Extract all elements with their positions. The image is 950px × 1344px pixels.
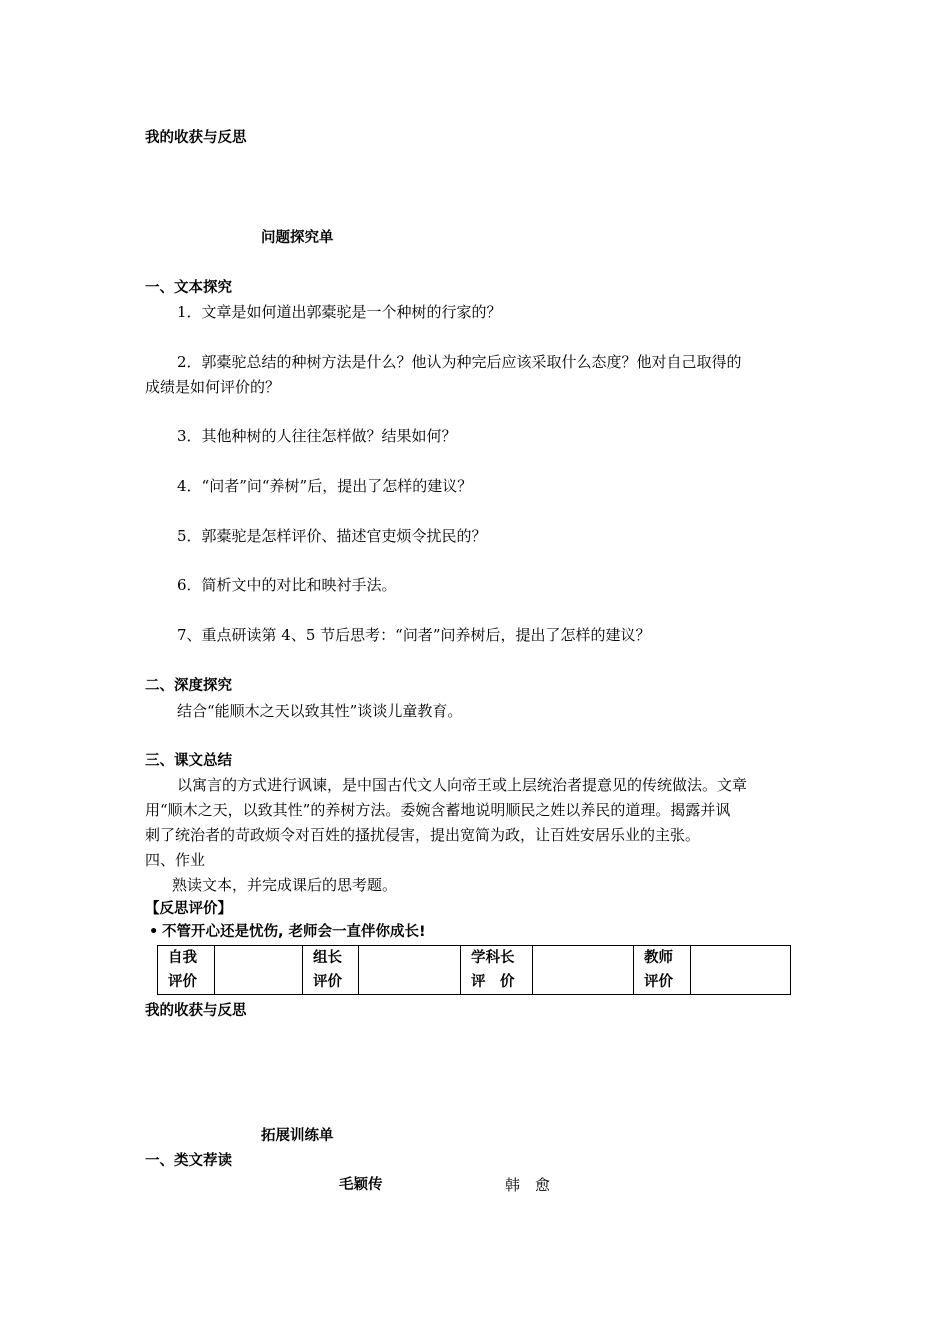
question-1: 1．文章是如何道出郭橐驼是一个种树的行家的？ <box>177 303 502 321</box>
reflection-heading-top: 我的收获与反思 <box>145 130 247 146</box>
question-6: 6．简析文中的对比和映衬手法。 <box>177 576 397 594</box>
summary-line-1: 以寓言的方式进行讽谏，是中国古代文人向帝王或上层统治者提意见的传统做法。文章 <box>177 776 748 794</box>
self-eval-label: 自我 评价 <box>158 946 215 995</box>
deep-inquiry-text: 结合“能顺木之天以致其性”谈谈儿童教育。 <box>177 702 463 720</box>
reflection-heading-mid: 我的收获与反思 <box>145 1003 247 1019</box>
subject-leader-eval-cell[interactable] <box>533 946 634 995</box>
question-5: 5．郭橐驼是怎样评价、描述官吏烦令扰民的？ <box>177 527 487 545</box>
section-heading-homework: 四、作业 <box>145 851 206 869</box>
homework-text: 熟读文本，并完成课后的思考题。 <box>172 876 398 894</box>
question-2-line-2: 成绩是如何评价的？ <box>145 378 281 396</box>
section-heading-summary: 三、课文总结 <box>145 753 232 769</box>
section-heading-text-inquiry: 一、文本探究 <box>145 280 232 296</box>
subject-leader-eval-label: 学科长 评 价 <box>461 946 533 995</box>
teacher-eval-label: 教师 评价 <box>634 946 691 995</box>
self-eval-cell[interactable] <box>215 946 303 995</box>
question-4: 4．“问者”问“养树”后，提出了怎样的建议？ <box>177 477 473 495</box>
question-3: 3．其他种树的人往往怎样做？结果如何？ <box>177 427 457 445</box>
reflection-eval-heading: 【反思评价】 <box>145 901 232 917</box>
evaluation-table <box>157 945 791 995</box>
section-heading-deep-inquiry: 二、深度探究 <box>145 678 232 694</box>
group-eval-label: 组长 评价 <box>303 946 359 995</box>
question-2-line-1: 2．郭橐驼总结的种树方法是什么？他认为种完后应该采取什么态度？他对自己取得的 <box>177 353 742 371</box>
article-author: 韩 愈 <box>505 1176 551 1194</box>
summary-line-3: 刺了统治者的苛政烦令对百姓的搔扰侵害，提出宽简为政，让百姓安居乐业的主张。 <box>145 826 701 844</box>
teacher-eval-cell[interactable] <box>691 946 791 995</box>
motto-text: 不管开心还是忧伤, 老师会一直伴你成长! <box>162 924 426 940</box>
table-row <box>158 946 791 995</box>
bullet-icon: • <box>149 924 159 940</box>
group-eval-cell[interactable] <box>359 946 461 995</box>
summary-line-2: 用“顺木之天，以致其性”的养树方法。委婉含蓄地说明顺民之姓以养民的道理。揭露并讽 <box>145 801 731 819</box>
article-title: 毛颖传 <box>339 1177 383 1193</box>
page-title-inquiry: 问题探究单 <box>261 230 334 246</box>
page-title-extension: 拓展训练单 <box>261 1128 334 1144</box>
question-7: 7、重点研读第 4、5 节后思考：“问者”问养树后，提出了怎样的建议？ <box>177 626 651 644</box>
section-heading-recommended-reading: 一、类文荐读 <box>145 1153 232 1169</box>
